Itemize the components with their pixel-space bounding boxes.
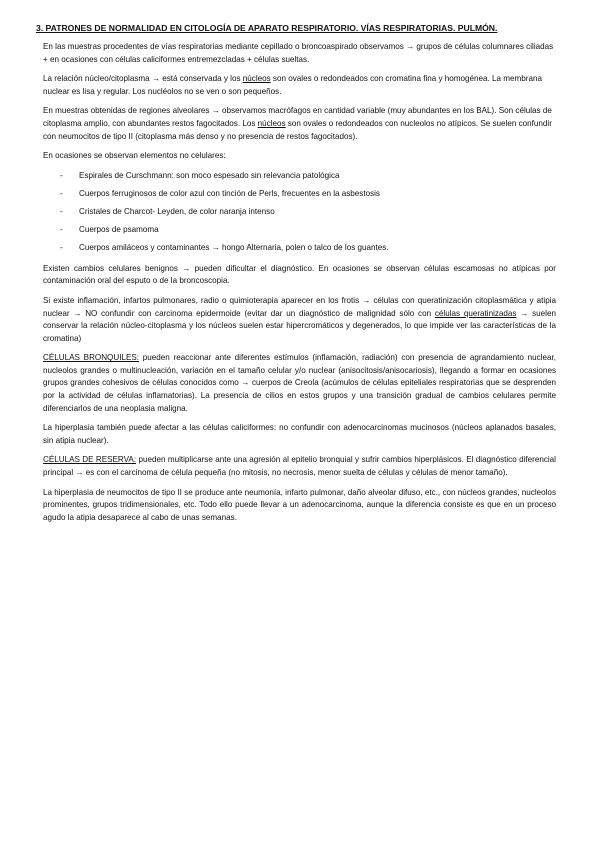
dash-bullet: - [60, 188, 63, 198]
paragraph-text: Si existe inflamación, infartos pulmonares, radio o quimioterapia aparecer en los frotis → células con queratinización citoplasmática y atipia nuclear → NO confundir con carcinoma epidermoide (evitar dar un diagnóstico de malignidad sólo con [43, 295, 556, 318]
list-item-text: Cuerpos ferruginosos de color azul con tinción de Perls, frecuentes en la asbestosis [79, 188, 380, 198]
paragraph-text: son ovales o redondeados con nucleolos no atípicos. Se suelen confundir con neumocitos de tipo II (citoplasma más denso y no presencia de restos fagocitados). [43, 118, 552, 141]
list-item-text: Cristales de Charcot- Leyden, de color naranja intenso [79, 206, 275, 216]
underlined-term: células queratinizadas [434, 308, 517, 318]
list-item-text: Espirales de Curschmann: son moco espesado sin relevancia patológica [79, 170, 340, 180]
paragraph-text: → suelen conservar la relación núcleo-citoplasma y los núcleos suelen estar hipercromáticos y degenerados, lo que impide ver las características de la cromatina) [43, 308, 556, 343]
section-heading-celulas-reserva: CÉLULAS DE RESERVA: [43, 455, 137, 465]
document-title: 3. PATRONES DE NORMALIDAD EN CITOLOGÍA DE APARATO RESPIRATORIO. VÍAS RESPIRATORIAS. PULMÓN. [36, 23, 498, 33]
dash-bullet: - [60, 170, 63, 180]
dash-bullet: - [60, 243, 63, 253]
underlined-term: núcleos [242, 74, 271, 84]
section-heading-celulas-bronquiales: CÉLULAS BRONQUILES: [43, 353, 139, 363]
paragraph-cambios-benignos: Existen cambios celulares benignos → pueden dificultar el diagnóstico. En ocasiones se observan células escamosas no atípicas por contaminación oral del esputo o de la broncoscopia. [43, 263, 556, 286]
paragraph-vias-respiratorias: En las muestras procedentes de vías respiratorias mediante cepillado o broncoaspirado observamos → grupos de células columnares ciliadas + en ocasiones con células caliciformes entremezcladas + células sueltas. [43, 42, 554, 64]
dash-bullet: - [60, 206, 63, 216]
paragraph-text: En muestras obtenidas de regiones alveolares → observamos macrófagos en cantidad variable (muy abundantes en los BAL). Son células de citoplasma amplio, con abundantes restos fagocitados. Los [43, 106, 552, 128]
paragraph-text: pueden multiplicarse ante una agresión al epitelio bronquial y sufrir cambios hiperplásicos. El diagnóstico diferencial principal → es con el carcinoma de célula pequeña (no mitosis, no necrosis, menor suelta de células y células de menor tamaño). [43, 455, 556, 478]
paragraph-text: pueden reaccionar ante diferentes estímulos (inflamación, radiación) con presencia de agrandamiento nuclear, nucleolos grandes o multinucleación, variación en el tamaño celular y/o nuclear (anisocitosis/anisocariosis), llegando a formar en ocasiones grupos grandes cohesivos de células conocidos como → cuerpos de Creola (acúmulos de células epiteliales respiratorias que se desprenden por la actividad de células inflamatorias). La presencia de cilios en estos grupos y una transición gradual de cambios celulares permite diferenciarlos de una neoplasia maligna. [43, 353, 556, 413]
underlined-term: núcleos [257, 118, 286, 128]
paragraph-hiperplasia-caliciformes: La hiperplasia también puede afectar a las células caliciformes: no confundir con adenocarcinomas mucinosos (núcleos aplanados basales, sin atipia nuclear). [43, 423, 556, 445]
non-cellular-elements-list [43, 170, 556, 255]
paragraph-elementos-no-celulares: En ocasiones se observan elementos no celulares: [43, 151, 226, 161]
list-item [60, 170, 556, 183]
list-item [60, 224, 556, 237]
paragraph-relacion-nucleo [43, 73, 556, 98]
list-item [60, 242, 556, 255]
list-item-text: Cuerpos amiláceos y contaminantes → hongo Alternaria, polen o talco de los guantes. [79, 243, 389, 253]
paragraph-celulas-bronquiales [43, 352, 556, 415]
paragraph-neumocitos-tipo-ii: La hiperplasia de neumocitos de tipo II se produce ante neumonía, infarto pulmonar, daño alveolar difuso, etc., con núcleos grandes, nucleolos prominentes, grupos tridimensionales, etc. Todo ello puede llevar a un adenocarcinoma, aunque la diferencia consiste es que en un proceso agudo la atipia desaparece al cabo de unas semanas. [43, 487, 556, 522]
paragraph-text: son ovales o redondeados con cromatina fina y homogénea. La membrana nuclear es lisa y regular. Los nucléolos no se ven o son pequeños. [43, 74, 542, 96]
list-item [60, 188, 556, 201]
list-item [60, 206, 556, 219]
paragraph-regiones-alveolares [43, 105, 556, 143]
paragraph-inflamacion [43, 295, 556, 345]
paragraph-celulas-reserva [43, 454, 556, 479]
dash-bullet: - [60, 225, 63, 235]
document-body [43, 41, 556, 531]
paragraph-text: La relación núcleo/citoplasma → está conservada y los [43, 74, 243, 84]
list-item-text: Cuerpos de psamoma [79, 225, 159, 235]
